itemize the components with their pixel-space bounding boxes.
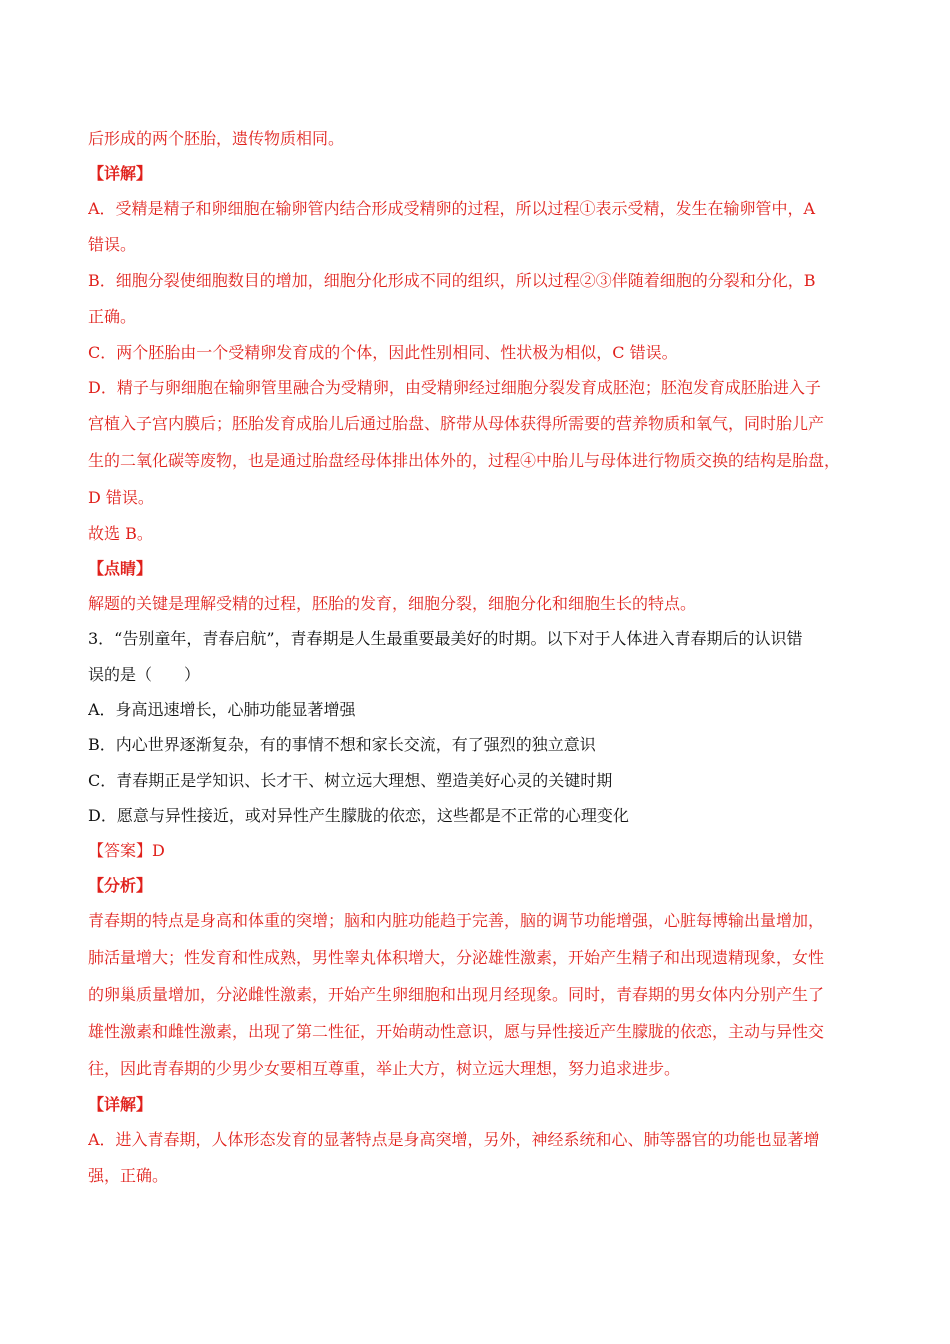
option-b: B．内心世界逐渐复杂，有的事情不想和家长交流，有了强烈的独立意识	[88, 735, 596, 754]
question-stem: 3．“告别童年，青春启航”，青春期是人生最重要最美好的时期。以下对于人体进入青春期后的认识错	[88, 629, 803, 648]
text-line: A．进入青春期，人体形态发育的显著特点是身高突增，另外，神经系统和心、肺等器官的功能也显著增	[88, 1130, 820, 1149]
text-line: 后形成的两个胚胎，遗传物质相同。	[88, 129, 345, 148]
option-d: D．愿意与异性接近，或对异性产生朦胧的依恋，这些都是不正常的心理变化	[88, 806, 629, 825]
text-line: 的卵巢质量增加，分泌雌性激素，开始产生卵细胞和出现月经现象。同时，青春期的男女体内分别产生了	[88, 985, 825, 1004]
answer-line: 【答案】D	[88, 841, 165, 860]
section-tag-comment: 【点睛】	[88, 559, 153, 578]
section-tag-detail: 【详解】	[88, 1095, 153, 1114]
section-tag-detail: 【详解】	[88, 164, 153, 183]
text-line: 错误。	[88, 235, 137, 254]
text-line: 解题的关键是理解受精的过程，胚胎的发育，细胞分裂，细胞分化和细胞生长的特点。	[88, 594, 697, 613]
option-c: C．青春期正是学知识、长才干、树立远大理想、塑造美好心灵的关键时期	[88, 771, 613, 790]
text-line: B．细胞分裂使细胞数目的增加，细胞分化形成不同的组织，所以过程②③伴随着细胞的分裂和分化，B	[88, 271, 816, 290]
text-line: 强，正确。	[88, 1166, 169, 1185]
text-line: 宫植入子宫内膜后；胚胎发育成胎儿后通过胎盘、脐带从母体获得所需要的营养物质和氧气，同时胎儿产	[88, 414, 825, 433]
section-tag-analysis: 【分析】	[88, 876, 153, 895]
text-line: D．精子与卵细胞在输卵管里融合为受精卵，由受精卵经过细胞分裂发育成胚泡；胚泡发育成胚胎进入子	[88, 378, 821, 397]
text-line: D 错误。	[88, 488, 154, 507]
text-line: A．受精是精子和卵细胞在输卵管内结合形成受精卵的过程，所以过程①表示受精，发生在输卵管中，A	[88, 199, 816, 218]
text-line: 青春期的特点是身高和体重的突增；脑和内脏功能趋于完善，脑的调节功能增强，心脏每博输出量增加，	[88, 911, 825, 930]
text-line: 雄性激素和雌性激素，出现了第二性征，开始萌动性意识，愿与异性接近产生朦胧的依恋，主动与异性交	[88, 1022, 825, 1041]
text-line: 肺活量增大；性发育和性成熟，男性睾丸体积增大，分泌雄性激素，开始产生精子和出现遗精现象，女性	[88, 948, 825, 967]
text-line: 往，因此青春期的少男少女要相互尊重，举止大方，树立远大理想，努力追求进步。	[88, 1059, 681, 1078]
text-line: 生的二氧化碳等废物，也是通过胎盘经母体排出体外的，过程④中胎儿与母体进行物质交换的结构是胎盘，	[88, 451, 841, 470]
text-line: 正确。	[88, 307, 137, 326]
text-line: 故选 B。	[88, 524, 153, 543]
text-line: C．两个胚胎由一个受精卵发育成的个体，因此性别相同、性状极为相似，C 错误。	[88, 343, 678, 362]
question-stem: 误的是（ ）	[88, 665, 201, 684]
option-a: A．身高迅速增长，心肺功能显著增强	[88, 700, 356, 719]
